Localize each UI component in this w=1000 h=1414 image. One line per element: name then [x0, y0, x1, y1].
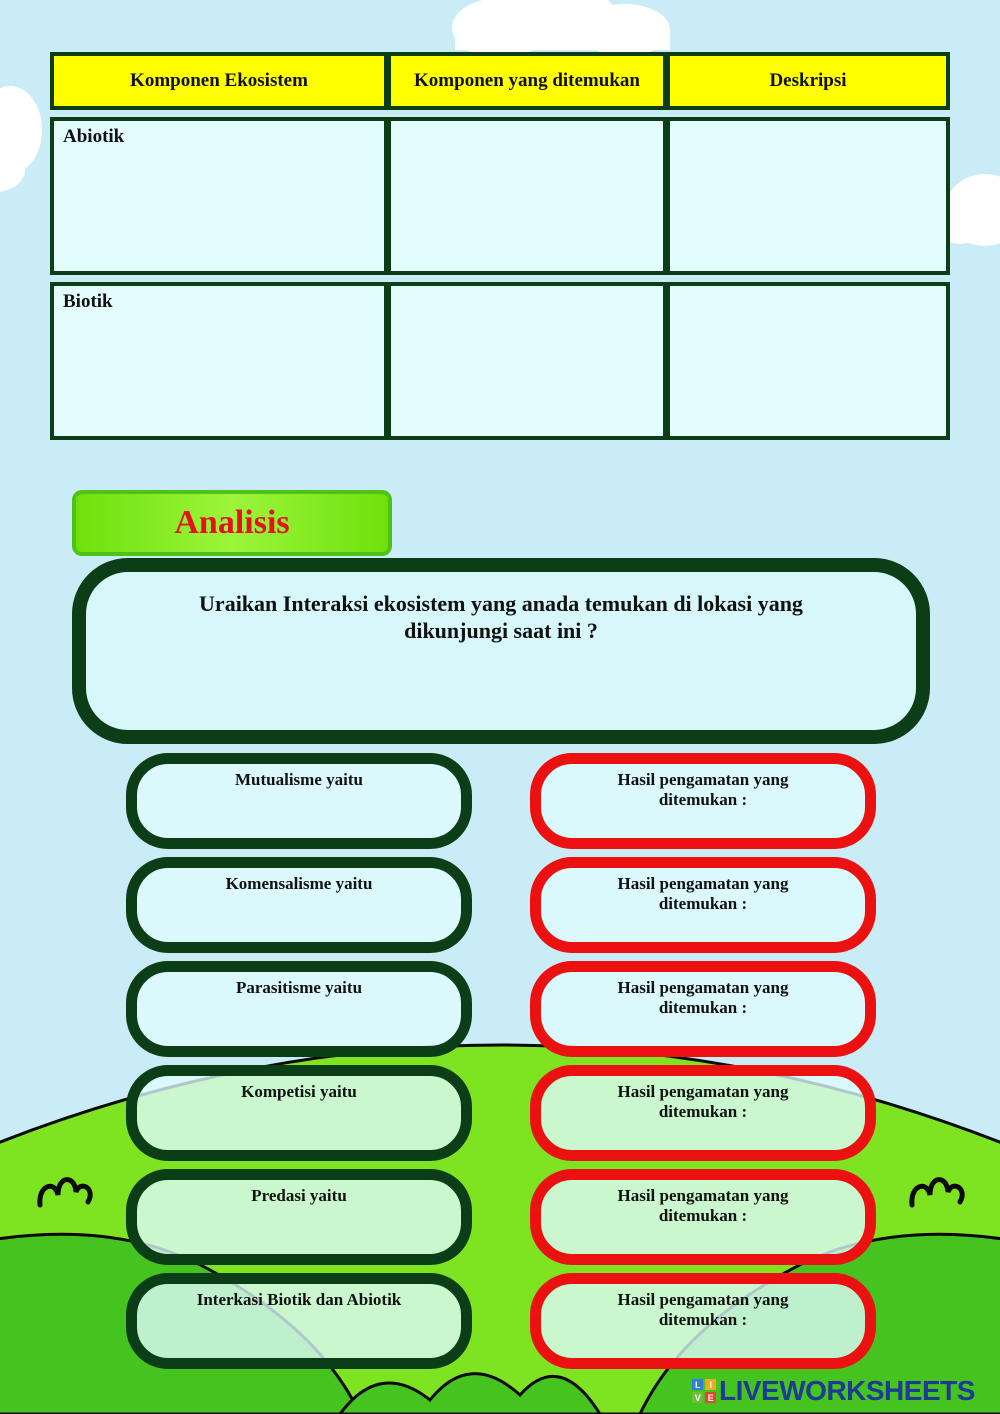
- row-label-biotik: Biotik: [63, 291, 113, 312]
- input-biotik-deskripsi[interactable]: [666, 282, 950, 440]
- row-label-abiotik: Abiotik: [63, 126, 125, 147]
- pill-label: Hasil pengamatan yang ditemukan :: [617, 770, 789, 809]
- logo-letter: V: [694, 1393, 701, 1403]
- cloud-top: [452, 0, 670, 58]
- pill-label: Interkasi Biotik dan Abiotik: [196, 1290, 402, 1309]
- analisis-question-box[interactable]: [72, 558, 930, 744]
- header-deskripsi: Deskripsi: [666, 52, 950, 110]
- liveworksheets-logo-icon: [692, 1379, 716, 1403]
- pill-label: Hasil pengamatan yang ditemukan :: [617, 1290, 789, 1329]
- cell-biotik-label: [50, 282, 388, 440]
- input-abiotik-komponen[interactable]: [387, 117, 667, 275]
- pill-hasil-parasitisme[interactable]: [530, 961, 876, 1057]
- liveworksheets-text: LIVEWORKSHEETS: [719, 1375, 975, 1406]
- pill-label: Predasi yaitu: [251, 1186, 347, 1205]
- header-komponen-ekosistem: Komponen Ekosistem: [50, 52, 388, 110]
- logo-letter: E: [707, 1393, 714, 1403]
- pill-hasil-mutualisme[interactable]: [530, 753, 876, 849]
- pill-label: Hasil pengamatan yang ditemukan :: [617, 978, 789, 1017]
- pill-hasil-komensalisme[interactable]: [530, 857, 876, 953]
- pill-label: Hasil pengamatan yang ditemukan :: [617, 874, 789, 913]
- pill-parasitisme[interactable]: [126, 961, 472, 1057]
- pill-label: Kompetisi yaitu: [241, 1082, 357, 1101]
- analisis-question-text: Uraikan Interaksi ekosistem yang anada temukan di lokasi yang dikunjungi saat ini ?: [199, 591, 803, 643]
- pill-hasil-interaksi-biotik-abiotik[interactable]: [530, 1273, 876, 1369]
- pill-label: Komensalisme yaitu: [225, 874, 373, 893]
- pill-label: Mutualisme yaitu: [235, 770, 363, 789]
- table-header-row: [50, 52, 950, 110]
- logo-letter: L: [695, 1380, 700, 1390]
- input-abiotik-deskripsi[interactable]: [666, 117, 950, 275]
- pill-predasi[interactable]: [126, 1169, 472, 1265]
- pill-interaksi-biotik-abiotik[interactable]: [126, 1273, 472, 1369]
- ecosystem-table: [50, 52, 950, 440]
- pill-komensalisme[interactable]: [126, 857, 472, 953]
- pill-kompetisi[interactable]: [126, 1065, 472, 1161]
- logo-letter: I: [709, 1380, 712, 1390]
- pill-hasil-kompetisi[interactable]: [530, 1065, 876, 1161]
- pill-label: Hasil pengamatan yang ditemukan :: [617, 1082, 789, 1121]
- cell-abiotik-label: [50, 117, 388, 275]
- liveworksheets-brand[interactable]: [692, 1375, 975, 1407]
- pill-hasil-predasi[interactable]: [530, 1169, 876, 1265]
- pill-label: Parasitisme yaitu: [235, 978, 363, 997]
- table-row-abiotik: [50, 117, 950, 275]
- table-row-biotik: [50, 282, 950, 440]
- pill-mutualisme[interactable]: [126, 753, 472, 849]
- header-komponen-ditemukan: Komponen yang ditemukan: [387, 52, 667, 110]
- analisis-title: Analisis: [72, 490, 392, 556]
- pill-label: Hasil pengamatan yang ditemukan :: [617, 1186, 789, 1225]
- input-biotik-komponen[interactable]: [387, 282, 667, 440]
